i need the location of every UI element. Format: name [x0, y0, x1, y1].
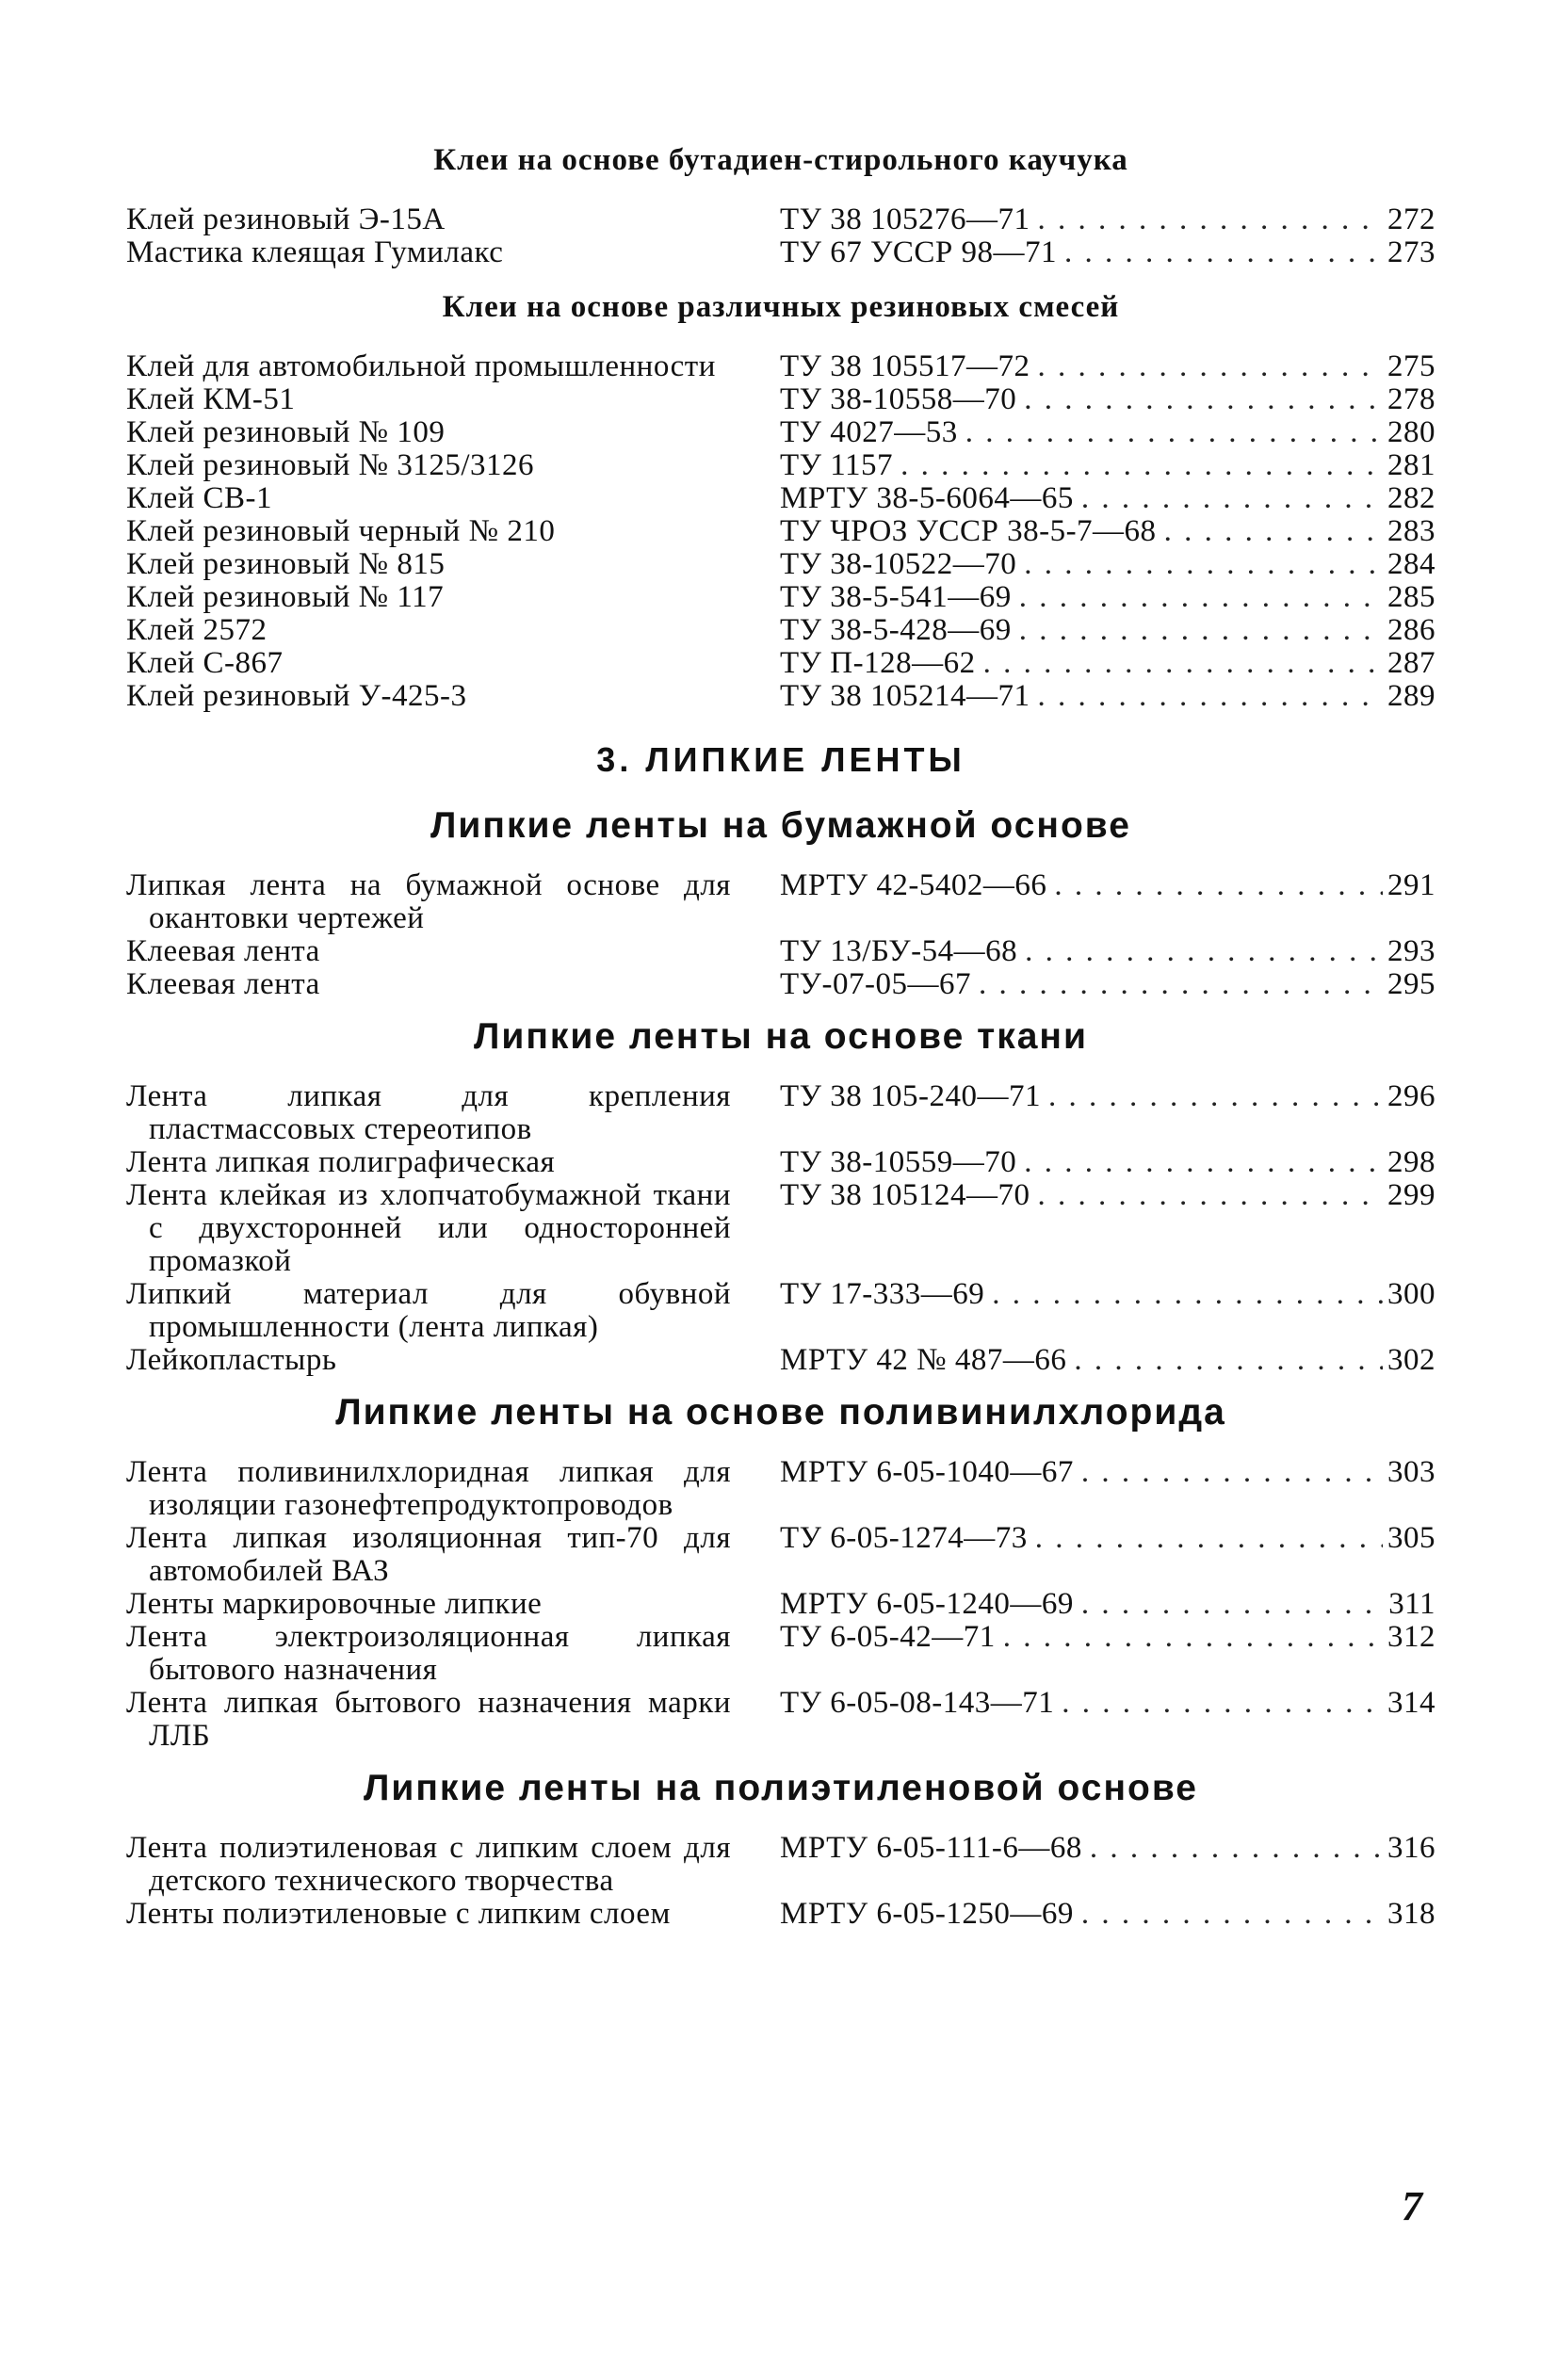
toc-entry: [126, 1832, 1435, 1898]
entry-spec-code: МРТУ 6-05-1040—67: [780, 1456, 1074, 1489]
dot-leader: [1030, 350, 1383, 383]
entry-reference: [780, 1588, 1435, 1621]
dot-leader: [893, 449, 1383, 482]
entry-title: Клей резиновый № 117: [126, 580, 445, 614]
dot-leader: [1016, 548, 1383, 581]
dot-leader: [1017, 935, 1383, 968]
dot-leader: [1016, 383, 1383, 416]
page-number: 7: [1402, 2183, 1422, 2229]
dot-leader: [984, 1278, 1383, 1311]
entry-spec-code: ТУ 13/БУ-54—68: [780, 935, 1018, 968]
dot-leader: [1016, 1146, 1383, 1179]
entry-page-number: 316: [1387, 1832, 1435, 1865]
toc-entry: [126, 1522, 1435, 1588]
entry-page-number: 314: [1387, 1687, 1435, 1720]
entry-reference: [780, 203, 1435, 236]
entry-reference: [780, 680, 1435, 713]
entry-reference: [780, 548, 1435, 581]
toc-entry: [126, 1080, 1435, 1146]
entry-spec-code: МРТУ 6-05-1240—69: [780, 1588, 1074, 1621]
entry-spec-code: ТУ 38 105214—71: [780, 680, 1030, 713]
entry-reference: [780, 1621, 1435, 1654]
dot-leader: [1041, 1080, 1383, 1113]
section-heading: Клеи на основе различных резиновых смесей: [442, 290, 1120, 324]
dot-leader: [1057, 236, 1383, 269]
entry-page-number: 283: [1387, 515, 1435, 548]
entry-reference: [780, 1832, 1435, 1865]
entry-title: Клей 2572: [126, 613, 268, 647]
entry-spec-code: ТУ 38-10559—70: [780, 1146, 1017, 1179]
toc-entry: [126, 935, 1435, 968]
entry-spec-code: ТУ 67 УССР 98—71: [780, 236, 1058, 269]
toc-entry: [126, 968, 1435, 1001]
entry-spec-code: ТУ ЧРОЗ УССР 38-5-7—68: [780, 515, 1157, 548]
entry-reference: [780, 482, 1435, 515]
entry-spec-code: ТУ 38 105517—72: [780, 350, 1030, 383]
entry-title: Лента клейкая из хлопчатобумажной ткани с двухсторонней или односторонней промазкой: [126, 1178, 731, 1278]
entry-title: Клей резиновый № 815: [126, 547, 446, 581]
entry-spec-code: МРТУ 42 № 487—66: [780, 1344, 1067, 1377]
entry-page-number: 300: [1387, 1278, 1435, 1311]
entry-spec-code: ТУ 38-5-541—69: [780, 581, 1012, 614]
toc-entry: [126, 1344, 1435, 1377]
toc-entry: [126, 548, 1435, 581]
subsection-heading: Липкие ленты на основе поливинилхлорида: [335, 1392, 1226, 1433]
section-heading: Клеи на основе бутадиен-стирольного каучука: [433, 143, 1128, 177]
dot-leader: [996, 1621, 1383, 1654]
entry-page-number: 287: [1387, 647, 1435, 680]
entry-spec-code: ТУ 1157: [780, 449, 894, 482]
chapter-heading: 3. ЛИПКИЕ ЛЕНТЫ: [596, 740, 965, 779]
entry-title: Клей резиновый Э-15А: [126, 202, 446, 236]
dot-leader: [976, 647, 1383, 680]
entry-title: Клей СВ-1: [126, 481, 273, 515]
toc-entry: [126, 416, 1435, 449]
toc-entry: [126, 647, 1435, 680]
entry-reference: [780, 968, 1435, 1001]
toc-entry: [126, 449, 1435, 482]
dot-leader: [1028, 1522, 1383, 1555]
toc-entry: [126, 482, 1435, 515]
toc-entry: [126, 1179, 1435, 1278]
dot-leader: [1082, 1832, 1383, 1865]
entry-title: Мастика клеящая Гумилакс: [126, 235, 504, 269]
entry-page-number: 312: [1387, 1621, 1435, 1654]
entry-title: Клеевая лента: [126, 967, 320, 1001]
entry-spec-code: ТУ П-128—62: [780, 647, 976, 680]
entry-page-number: 298: [1387, 1146, 1435, 1179]
toc-entry: [126, 203, 1435, 236]
entry-title: Клей С-867: [126, 646, 284, 680]
toc-entry: [126, 350, 1435, 383]
entry-reference: [780, 1080, 1435, 1113]
entry-reference: [780, 1146, 1435, 1179]
entry-reference: [780, 515, 1435, 548]
toc-entry: [126, 1588, 1435, 1621]
entry-page-number: 272: [1387, 203, 1435, 236]
entry-spec-code: МРТУ 6-05-111-6—68: [780, 1832, 1082, 1865]
entry-page-number: 281: [1387, 449, 1435, 482]
entry-reference: [780, 1344, 1435, 1377]
entry-page-number: 282: [1387, 482, 1435, 515]
entry-title: Лента поливинилхлоридная липкая для изоляции газонефтепродуктопроводов: [126, 1455, 731, 1522]
subsection-heading: Липкие ленты на бумажной основе: [430, 805, 1131, 846]
entry-spec-code: МРТУ 42-5402—66: [780, 869, 1047, 902]
entry-title: Лента электроизоляционная липкая бытового назначения: [126, 1620, 731, 1687]
entry-page-number: 286: [1387, 614, 1435, 647]
entry-title: Лента липкая для крепления пластмассовых стереотипов: [126, 1079, 731, 1146]
entry-reference: [780, 1522, 1435, 1555]
dot-leader: [1012, 614, 1383, 647]
entry-spec-code: ТУ 4027—53: [780, 416, 958, 449]
dot-leader: [1030, 680, 1383, 713]
entry-spec-code: ТУ-07-05—67: [780, 968, 972, 1001]
entry-reference: [780, 1898, 1435, 1931]
entry-reference: [780, 383, 1435, 416]
entry-spec-code: ТУ 38 105276—71: [780, 203, 1030, 236]
entry-title: Клей КМ-51: [126, 382, 296, 416]
entry-spec-code: ТУ 6-05-42—71: [780, 1621, 996, 1654]
entry-reference: [780, 1687, 1435, 1720]
entry-reference: [780, 416, 1435, 449]
toc-entry: [126, 1146, 1435, 1179]
entry-spec-code: ТУ 38-10558—70: [780, 383, 1017, 416]
entry-page-number: 273: [1387, 236, 1435, 269]
entry-page-number: 305: [1387, 1522, 1435, 1555]
entry-title: Лента липкая полиграфическая: [126, 1145, 556, 1179]
entry-page-number: 275: [1387, 350, 1435, 383]
entry-page-number: 284: [1387, 548, 1435, 581]
entry-title: Ленты полиэтиленовые с липким слоем: [126, 1897, 671, 1931]
entry-reference: [780, 869, 1435, 902]
entry-title: Клей резиновый № 109: [126, 415, 446, 449]
entry-page-number: 303: [1387, 1456, 1435, 1489]
dot-leader: [1030, 203, 1383, 236]
entry-title: Липкий материал для обувной промышленности (лента липкая): [126, 1277, 731, 1344]
entry-page-number: 299: [1387, 1179, 1435, 1212]
entry-page-number: 296: [1387, 1080, 1435, 1113]
toc-entry: [126, 614, 1435, 647]
toc-entry: [126, 680, 1435, 713]
entry-title: Лента полиэтиленовая с липким слоем для детского технического творчества: [126, 1831, 731, 1898]
dot-leader: [971, 968, 1383, 1001]
dot-leader: [1157, 515, 1383, 548]
subsection-heading: Липкие ленты на основе ткани: [474, 1016, 1088, 1057]
entry-title: Клей резиновый № 3125/3126: [126, 448, 535, 482]
entry-page-number: 311: [1388, 1588, 1435, 1621]
entry-page-number: 295: [1387, 968, 1435, 1001]
entry-page-number: 278: [1387, 383, 1435, 416]
entry-spec-code: ТУ 38-10522—70: [780, 548, 1017, 581]
toc-entry: [126, 581, 1435, 614]
entry-reference: [780, 1179, 1435, 1212]
toc-entry: [126, 1278, 1435, 1344]
entry-reference: [780, 581, 1435, 614]
entry-title: Лейкопластырь: [126, 1343, 337, 1377]
entry-page-number: 291: [1387, 869, 1435, 902]
entry-reference: [780, 236, 1435, 269]
toc-entry: [126, 1621, 1435, 1687]
entry-page-number: 289: [1387, 680, 1435, 713]
entry-spec-code: ТУ 17-333—69: [780, 1278, 985, 1311]
toc-entry: [126, 1456, 1435, 1522]
entry-page-number: 293: [1387, 935, 1435, 968]
dot-leader: [958, 416, 1383, 449]
entry-reference: [780, 1456, 1435, 1489]
toc-entry: [126, 236, 1435, 269]
table-of-contents: [126, 141, 1435, 1931]
entry-page-number: 280: [1387, 416, 1435, 449]
entry-reference: [780, 449, 1435, 482]
dot-leader: [1046, 869, 1383, 902]
dot-leader: [1054, 1687, 1383, 1720]
toc-entry: [126, 869, 1435, 935]
toc-entry: [126, 1687, 1435, 1753]
dot-leader: [1012, 581, 1383, 614]
entry-title: Лента липкая бытового назначения марки ЛЛБ: [126, 1686, 731, 1753]
entry-reference: [780, 935, 1435, 968]
entry-title: Липкая лента на бумажной основе для окантовки чертежей: [126, 868, 731, 935]
entry-page-number: 285: [1387, 581, 1435, 614]
subsection-heading: Липкие ленты на полиэтиленовой основе: [364, 1768, 1198, 1808]
entry-spec-code: ТУ 6-05-1274—73: [780, 1522, 1028, 1555]
entry-reference: [780, 614, 1435, 647]
entry-spec-code: МРТУ 38-5-6064—65: [780, 482, 1074, 515]
entry-reference: [780, 647, 1435, 680]
toc-entry: [126, 383, 1435, 416]
entry-spec-code: ТУ 38-5-428—69: [780, 614, 1012, 647]
entry-spec-code: МРТУ 6-05-1250—69: [780, 1898, 1074, 1931]
dot-leader: [1074, 1588, 1383, 1621]
entry-title: Клей резиновый У-425-3: [126, 679, 467, 713]
entry-title: Клеевая лента: [126, 934, 320, 968]
dot-leader: [1066, 1344, 1383, 1377]
entry-title: Ленты маркировочные липкие: [126, 1587, 543, 1621]
dot-leader: [1074, 1898, 1383, 1931]
entry-title: Лента липкая изоляционная тип-70 для автомобилей ВАЗ: [126, 1521, 731, 1588]
dot-leader: [1030, 1179, 1383, 1212]
entry-reference: [780, 1278, 1435, 1311]
entry-reference: [780, 350, 1435, 383]
entry-title: Клей резиновый черный № 210: [126, 514, 556, 548]
toc-entry: [126, 515, 1435, 548]
entry-spec-code: ТУ 38 105-240—71: [780, 1080, 1042, 1113]
entry-page-number: 318: [1387, 1898, 1435, 1931]
entry-page-number: 302: [1387, 1344, 1435, 1377]
dot-leader: [1074, 482, 1383, 515]
entry-title: Клей для автомобильной промышленности: [126, 349, 716, 383]
toc-entry: [126, 1898, 1435, 1931]
entry-spec-code: ТУ 6-05-08-143—71: [780, 1687, 1055, 1720]
dot-leader: [1074, 1456, 1383, 1489]
entry-spec-code: ТУ 38 105124—70: [780, 1179, 1030, 1212]
